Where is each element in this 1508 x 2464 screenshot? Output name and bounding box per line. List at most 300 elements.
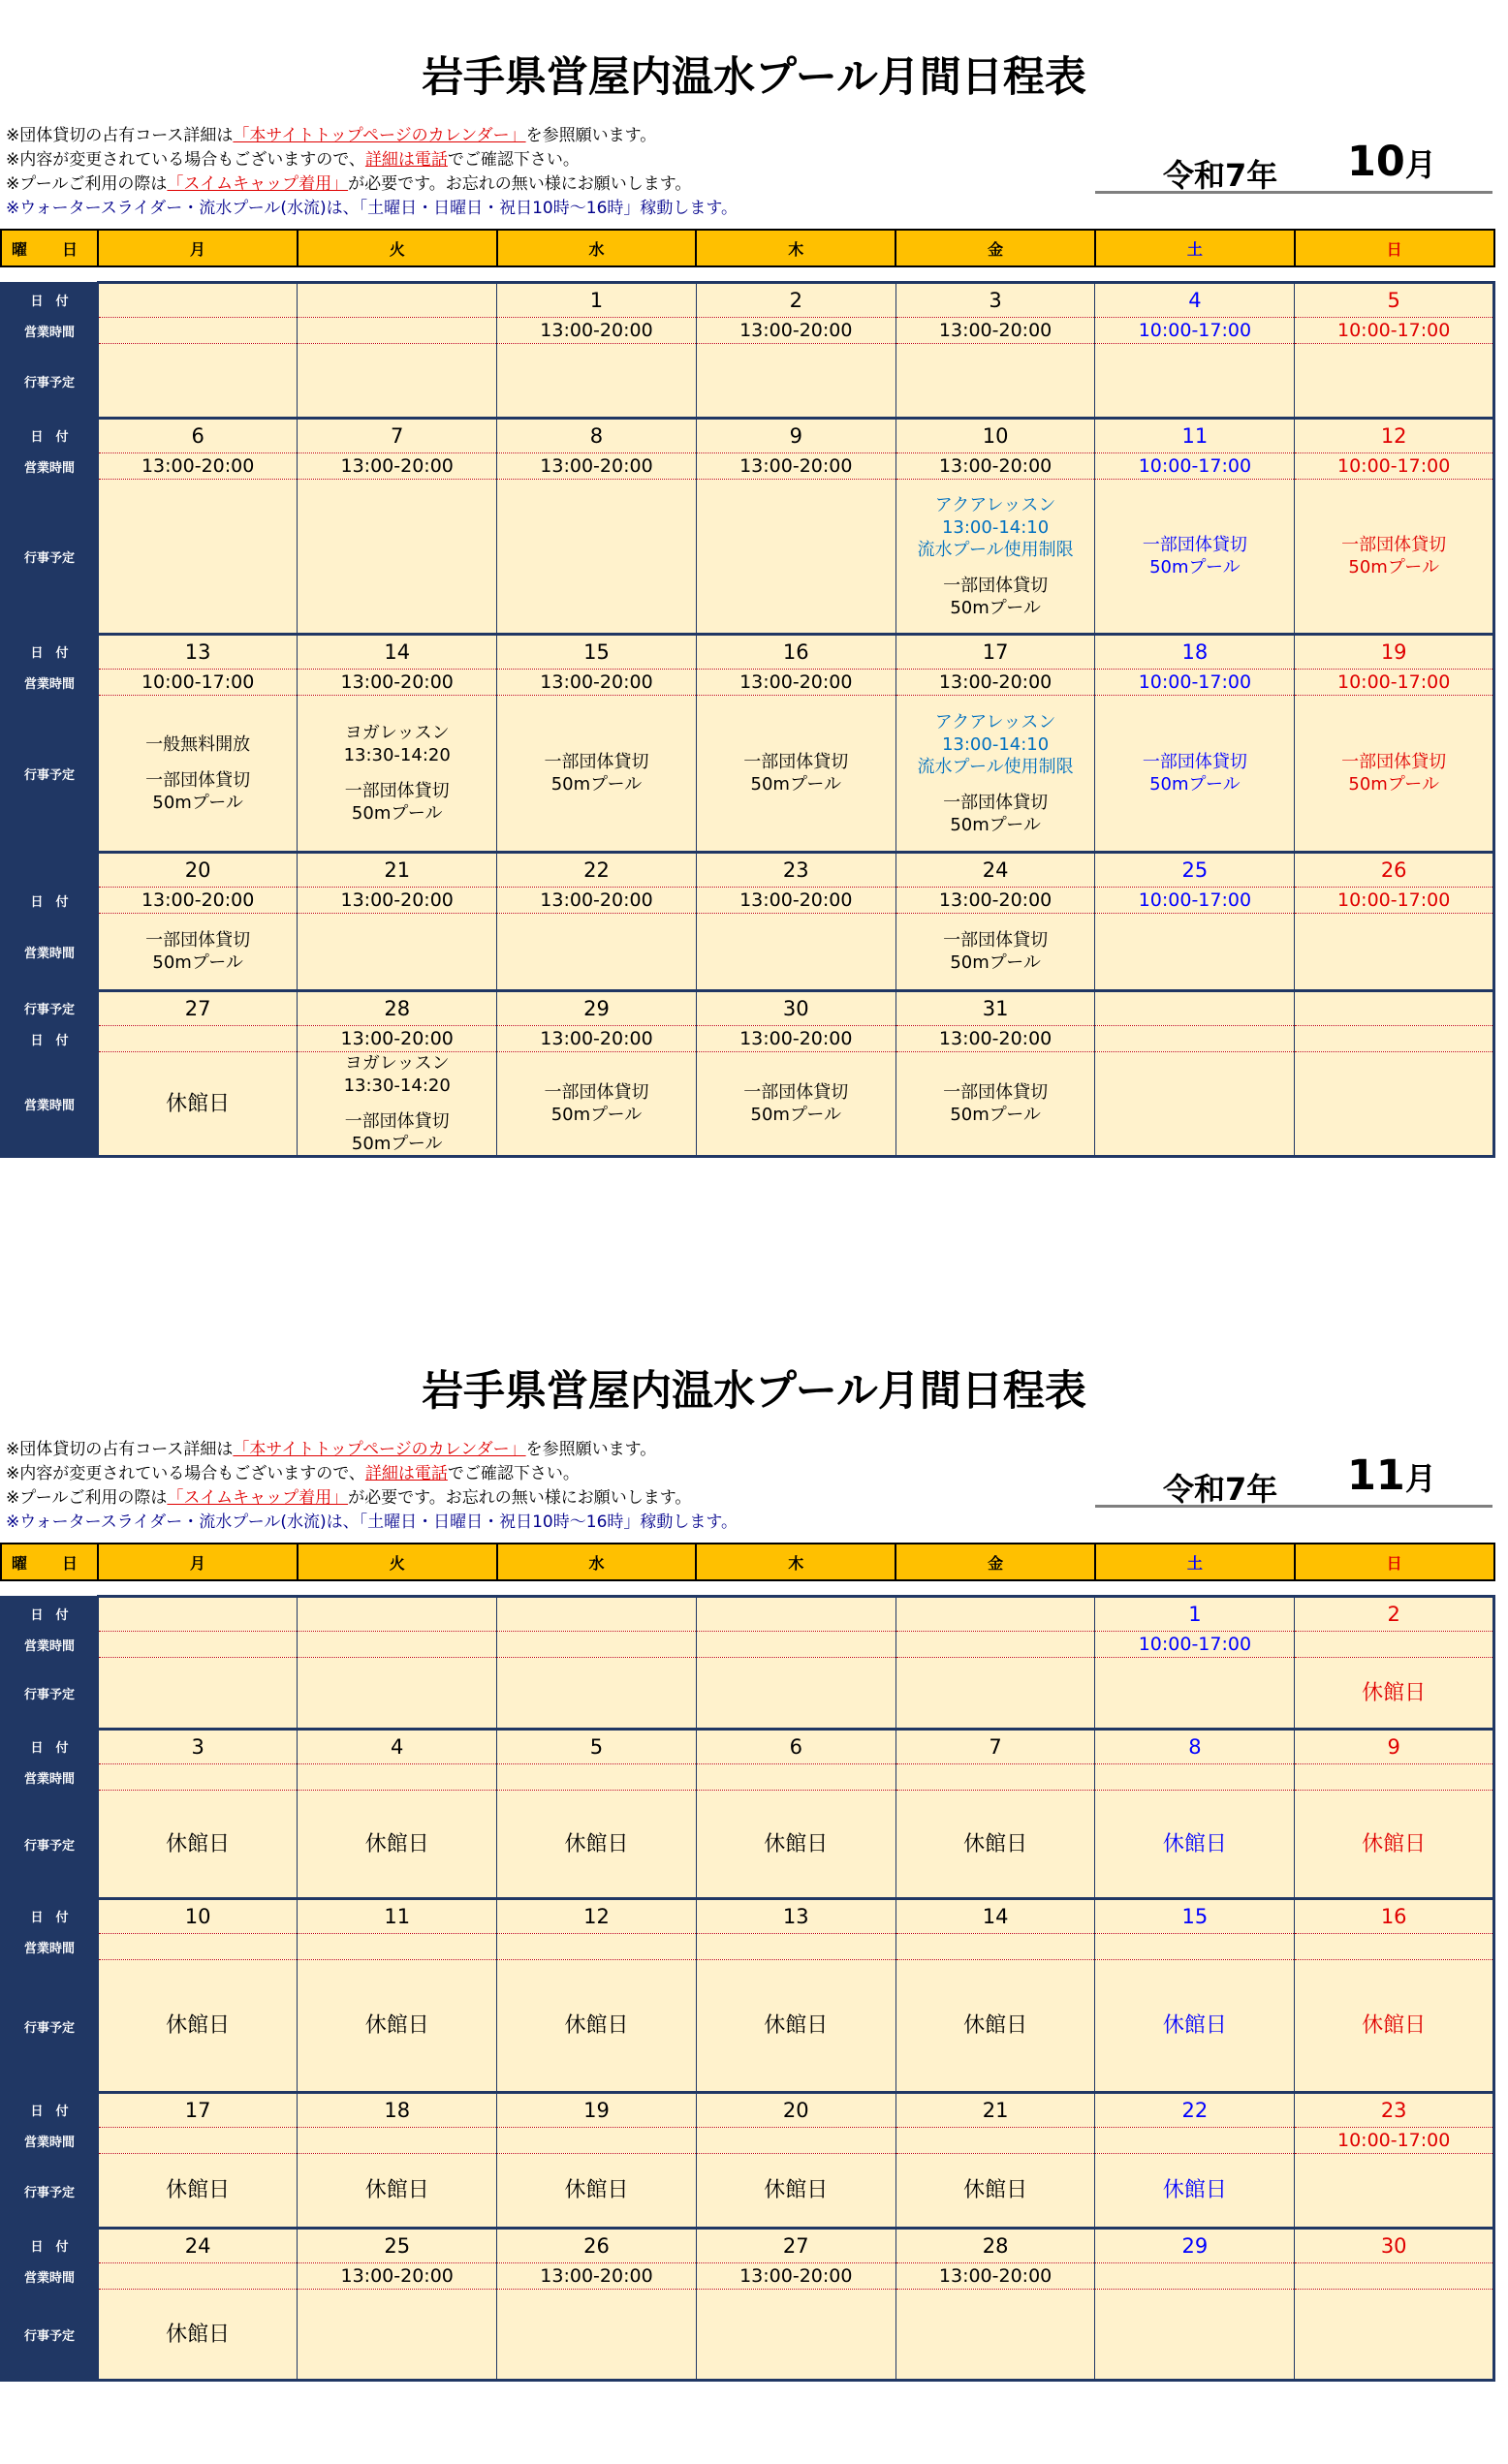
date-number: 13 (184, 639, 211, 664)
date-row (1, 2229, 1494, 2263)
event-line: 一部団体貸切 (1341, 752, 1447, 772)
row-label: 日 付 (1, 283, 98, 318)
date-number: 23 (1380, 2098, 1407, 2122)
hours-cell (98, 1632, 298, 1658)
hours-cell (1095, 888, 1295, 914)
date-number: 9 (1387, 1734, 1400, 1759)
hours-value: 13:00-20:00 (141, 889, 255, 911)
hours-cell (895, 1934, 1095, 1960)
hours-cell (1295, 318, 1494, 344)
hours-cell (98, 453, 298, 480)
weekday-header (1, 230, 1494, 266)
events-row (1, 1052, 1494, 1157)
hours-cell (696, 1764, 895, 1791)
date-number: 17 (982, 639, 1009, 664)
events-cell (895, 2290, 1095, 2381)
events-cell (298, 1791, 497, 1899)
row-label: 日 付 (1, 635, 98, 670)
closed-label: 休館日 (1362, 2013, 1427, 2038)
hours-cell (1095, 1764, 1295, 1791)
hours-cell (497, 1764, 697, 1791)
date-cell (895, 1730, 1095, 1764)
hours-cell (98, 318, 298, 344)
events-row (1, 1658, 1494, 1730)
weekday-1: 火 (298, 1544, 497, 1580)
hours-cell (696, 888, 895, 914)
events-cell (1295, 480, 1494, 635)
date-number: 6 (191, 423, 204, 448)
date-cell (497, 2093, 697, 2128)
weekday-5: 土 (1095, 230, 1295, 266)
hours-value: 13:00-20:00 (340, 671, 454, 693)
note-line (6, 124, 738, 148)
hours-cell (895, 1026, 1095, 1052)
note-text: ※ウォータースライダー・流水プール(水流)は、「土曜日・日曜日・祝日10時～16時」稼動します。 (6, 199, 738, 218)
note-text: でご確認下さい。 (447, 1464, 580, 1483)
date-number: 20 (782, 2098, 809, 2122)
events-cell (895, 1960, 1095, 2093)
weekday-4: 金 (895, 1544, 1095, 1580)
closed-label: 休館日 (166, 2178, 231, 2202)
closed-label: 休館日 (963, 2178, 1028, 2202)
events-cell (1295, 914, 1494, 991)
hours-cell (98, 2128, 298, 2154)
date-cell (497, 1597, 697, 1632)
date-number: 16 (782, 639, 809, 664)
events-cell (98, 1960, 298, 2093)
hours-value: 13:00-20:00 (540, 319, 653, 341)
date-cell (1095, 283, 1295, 318)
row-label: 営業時間 (1, 1632, 98, 1658)
weekday-6: 日 (1295, 230, 1494, 266)
weekday-6: 日 (1295, 1544, 1494, 1580)
event-line: 流水プール使用制限 (917, 756, 1074, 777)
note-text: ※内容が変更されている場合もございますので、 (6, 150, 365, 170)
closed-label: 休館日 (564, 2013, 629, 2038)
row-label: 行事予定 (1, 991, 98, 1026)
hours-row (1, 453, 1494, 480)
closed-label: 休館日 (166, 1091, 231, 1116)
weekday-3: 木 (696, 1544, 895, 1580)
hours-cell (895, 318, 1095, 344)
date-cell (895, 2093, 1095, 2128)
hours-value: 13:00-20:00 (938, 671, 1052, 693)
events-cell (298, 1052, 497, 1157)
event-line: 一部団体貸切 (344, 781, 450, 801)
date-cell (497, 853, 697, 888)
date-number: 14 (384, 639, 411, 664)
closed-label: 休館日 (963, 2013, 1028, 2038)
event-line (896, 561, 1095, 575)
event-line: 一部団体貸切 (943, 1082, 1049, 1103)
date-number: 24 (184, 2233, 211, 2258)
page-title: 岩手県営屋内温水プール月間日程表 (422, 1367, 1086, 1416)
events-cell (98, 2154, 298, 2229)
hours-value: 13:00-20:00 (739, 2264, 853, 2287)
weekday-0: 月 (98, 1544, 298, 1580)
date-number: 10 (184, 1904, 211, 1928)
events-cell (696, 914, 895, 991)
note-link: 「スイムキャップ着用」 (167, 1488, 349, 1508)
date-number: 14 (982, 1904, 1009, 1928)
date-cell (696, 1730, 895, 1764)
hours-cell (696, 1026, 895, 1052)
closed-label: 休館日 (564, 1831, 629, 1856)
event-line (99, 756, 297, 769)
note-text: が必要です。お忘れの無い様にお願いします。 (348, 1488, 692, 1508)
date-cell (1095, 1597, 1295, 1632)
date-cell (1095, 1730, 1295, 1764)
date-row (1, 853, 1494, 888)
row-label: 営業時間 (1, 318, 98, 344)
hours-cell (696, 670, 895, 696)
hours-cell (696, 2263, 895, 2290)
row-label: 日 付 (1, 2229, 98, 2263)
closed-label: 休館日 (764, 2013, 829, 2038)
event-line: 13:00-14:10 (941, 733, 1050, 755)
hours-cell (1095, 453, 1295, 480)
month-label (1347, 1451, 1436, 1500)
date-cell (696, 635, 895, 670)
events-cell (1295, 1791, 1494, 1899)
date-cell (1295, 2093, 1494, 2128)
events-cell (1095, 344, 1295, 419)
closed-label: 休館日 (963, 1831, 1028, 1856)
events-cell (895, 344, 1095, 419)
date-number: 30 (782, 996, 809, 1020)
row-label: 営業時間 (1, 1934, 98, 1960)
events-cell (1095, 914, 1295, 991)
events-row (1, 2290, 1494, 2381)
events-row (1, 480, 1494, 635)
date-cell (298, 2093, 497, 2128)
event-line: 50mプール (550, 774, 643, 795)
event-line: 一部団体貸切 (544, 752, 649, 772)
month-unit: 月 (1404, 146, 1436, 183)
event-line (896, 778, 1095, 792)
hours-value: 13:00-20:00 (141, 454, 255, 477)
row-label: 営業時間 (1, 2128, 98, 2154)
row-label: 行事予定 (1, 2154, 98, 2229)
hours-value: 10:00-17:00 (1138, 319, 1252, 341)
events-row (1, 1960, 1494, 2093)
weekday-header (1, 1544, 1494, 1580)
events-row (1, 1791, 1494, 1899)
events-row (1, 696, 1494, 853)
hours-cell (98, 2263, 298, 2290)
date-cell (98, 991, 298, 1026)
events-cell (497, 2290, 697, 2381)
era-year: 令和7年 (1163, 1471, 1278, 1508)
date-number: 4 (391, 1734, 404, 1759)
hours-cell (298, 888, 497, 914)
note-text: ※内容が変更されている場合もございますので、 (6, 1464, 365, 1483)
hours-cell (1295, 1934, 1494, 1960)
date-number: 17 (184, 2098, 211, 2122)
events-cell (895, 696, 1095, 853)
events-cell (98, 344, 298, 419)
events-cell (1295, 1658, 1494, 1730)
hours-cell (696, 318, 895, 344)
date-cell (1295, 283, 1494, 318)
date-number: 19 (583, 2098, 610, 2122)
date-cell (696, 2093, 895, 2128)
event-line: ヨガレッスン (344, 723, 450, 743)
hours-cell (98, 670, 298, 696)
hours-cell (895, 453, 1095, 480)
row-label: 日 付 (1, 1026, 98, 1052)
row-label: 行事予定 (1, 2290, 98, 2381)
date-cell (696, 2229, 895, 2263)
row-label (1, 853, 98, 888)
hours-cell (1095, 1632, 1295, 1658)
date-cell (298, 991, 497, 1026)
date-cell (696, 1597, 895, 1632)
events-cell (1095, 1960, 1295, 2093)
hours-cell (1295, 888, 1494, 914)
events-cell (497, 2154, 697, 2229)
date-number: 3 (989, 288, 1002, 312)
events-cell (1095, 480, 1295, 635)
hours-cell (1095, 2263, 1295, 2290)
hours-value: 13:00-20:00 (938, 454, 1052, 477)
events-cell (1295, 2290, 1494, 2381)
event-line: 50mプール (950, 814, 1041, 835)
event-line: 50mプール (950, 952, 1041, 973)
row-label: 行事予定 (1, 696, 98, 853)
hours-cell (298, 318, 497, 344)
date-number: 29 (1181, 2233, 1209, 2258)
date-cell (497, 419, 697, 453)
hours-cell (497, 2263, 697, 2290)
date-number: 26 (583, 2233, 610, 2258)
events-cell (696, 1658, 895, 1730)
hours-value: 13:00-20:00 (938, 2264, 1052, 2287)
date-number: 1 (589, 288, 604, 312)
hours-cell (497, 2128, 697, 2154)
date-number: 5 (1387, 288, 1400, 312)
hours-cell (1295, 1632, 1494, 1658)
event-line: 一般無料開放 (145, 733, 251, 755)
events-cell (1295, 696, 1494, 853)
row-label: 日 付 (1, 1730, 98, 1764)
event-line: 50mプール (950, 1105, 1041, 1125)
weekday-2: 水 (497, 230, 697, 266)
hours-value: 10:00-17:00 (1336, 889, 1451, 911)
date-row (1, 283, 1494, 318)
date-cell (1295, 1597, 1494, 1632)
event-line: 50mプール (351, 803, 443, 824)
date-cell (696, 283, 895, 318)
hours-cell (895, 1632, 1095, 1658)
hours-cell (98, 1026, 298, 1052)
events-cell (298, 1960, 497, 2093)
closed-label: 休館日 (166, 2013, 231, 2038)
closed-label: 休館日 (1162, 2178, 1227, 2202)
row-label: 営業時間 (1, 453, 98, 480)
hours-cell (497, 670, 697, 696)
hours-cell (298, 1632, 497, 1658)
event-line: 一部団体貸切 (145, 769, 251, 791)
note-link: 「本サイトトップページのカレンダー」 (233, 126, 526, 145)
hours-cell (1295, 670, 1494, 696)
hours-value: 13:00-20:00 (340, 889, 454, 911)
closed-label: 休館日 (1162, 1831, 1227, 1856)
schedule-table (0, 1543, 1495, 2382)
events-cell (1095, 1658, 1295, 1730)
date-number: 13 (782, 1904, 809, 1928)
hours-value: 13:00-20:00 (340, 454, 454, 477)
note-line (6, 172, 738, 197)
date-number: 1 (1188, 1602, 1202, 1626)
hours-value: 13:00-20:00 (938, 319, 1052, 341)
date-cell (497, 1730, 697, 1764)
events-cell (298, 696, 497, 853)
closed-label: 休館日 (364, 2013, 429, 2038)
row-label: 行事予定 (1, 1791, 98, 1899)
events-cell (895, 914, 1095, 991)
event-line: 50mプール (351, 1134, 443, 1154)
month-indicator (1095, 1451, 1492, 1508)
events-cell (895, 2154, 1095, 2229)
date-cell (1095, 1899, 1295, 1934)
hours-value: 10:00-17:00 (1138, 671, 1252, 693)
hours-row (1, 2263, 1494, 2290)
hours-cell (1295, 2128, 1494, 2154)
schedule-table (0, 229, 1495, 1158)
hours-cell (298, 1764, 497, 1791)
month-indicator (1095, 138, 1492, 194)
hours-row (1, 1764, 1494, 1791)
weekday-header-label: 曜 日 (1, 230, 98, 266)
row-label: 行事予定 (1, 1658, 98, 1730)
hours-cell (895, 888, 1095, 914)
hours-row (1, 670, 1494, 696)
date-number: 6 (789, 1734, 802, 1759)
event-line: 一部団体貸切 (1142, 535, 1247, 555)
date-cell (1295, 635, 1494, 670)
note-link: 「本サイトトップページのカレンダー」 (233, 1440, 526, 1459)
date-row (1, 2093, 1494, 2128)
closed-label: 休館日 (364, 2178, 429, 2202)
date-cell (1095, 853, 1295, 888)
weekday-2: 水 (497, 1544, 697, 1580)
events-cell (1095, 1052, 1295, 1157)
date-number: 28 (384, 996, 411, 1020)
date-number: 30 (1380, 2233, 1407, 2258)
hours-cell (497, 318, 697, 344)
date-cell (98, 1899, 298, 1934)
hours-cell (895, 1764, 1095, 1791)
hours-value: 13:00-20:00 (739, 319, 853, 341)
events-cell (98, 1791, 298, 1899)
hours-cell (298, 2128, 497, 2154)
hours-value: 13:00-20:00 (739, 454, 853, 477)
hours-value: 10:00-17:00 (1336, 319, 1451, 341)
events-cell (1095, 2154, 1295, 2229)
hours-value: 10:00-17:00 (1138, 889, 1252, 911)
closed-label: 休館日 (1362, 1680, 1427, 1705)
events-cell (696, 344, 895, 419)
events-cell (696, 696, 895, 853)
row-label: 日 付 (1, 1899, 98, 1934)
hours-cell (1295, 1026, 1494, 1052)
hours-cell (1095, 1026, 1295, 1052)
date-row (1, 1899, 1494, 1934)
event-line: 50mプール (550, 1105, 643, 1125)
events-row (1, 914, 1494, 991)
hours-value: 13:00-20:00 (739, 671, 853, 693)
weekday-1: 火 (298, 230, 497, 266)
events-cell (1295, 2154, 1494, 2229)
events-cell (696, 1052, 895, 1157)
row-label: 営業時間 (1, 2263, 98, 2290)
event-line: 一部団体貸切 (544, 1082, 649, 1103)
closed-label: 休館日 (1362, 1831, 1427, 1856)
date-cell (895, 1597, 1095, 1632)
closed-label: 休館日 (1162, 2013, 1227, 2038)
note-line (6, 1486, 738, 1511)
hours-value: 13:00-20:00 (938, 1027, 1052, 1049)
hours-value: 13:00-20:00 (340, 2264, 454, 2287)
note-line (6, 1438, 738, 1462)
hours-cell (298, 453, 497, 480)
events-cell (497, 1658, 697, 1730)
date-number: 28 (982, 2233, 1009, 2258)
hours-cell (1295, 2263, 1494, 2290)
events-cell (98, 480, 298, 635)
events-cell (1095, 696, 1295, 853)
events-cell (696, 1791, 895, 1899)
date-cell (696, 853, 895, 888)
date-number: 10 (982, 423, 1009, 448)
event-line: 一部団体貸切 (1341, 535, 1447, 555)
note-text: を参照願います。 (525, 1440, 657, 1459)
hours-cell (696, 1632, 895, 1658)
date-cell (497, 635, 697, 670)
november-schedule (0, 1314, 1508, 2464)
date-cell (1095, 991, 1295, 1026)
date-number: 16 (1380, 1904, 1407, 1928)
hours-cell (1095, 1934, 1295, 1960)
month-number: 10 (1347, 138, 1405, 186)
date-number: 21 (982, 2098, 1009, 2122)
date-cell (298, 635, 497, 670)
date-number: 7 (989, 1734, 1002, 1759)
events-cell (1095, 1791, 1295, 1899)
events-cell (1295, 1960, 1494, 2093)
date-number: 12 (583, 1904, 610, 1928)
event-line: 50mプール (1149, 774, 1241, 795)
date-number: 12 (1380, 423, 1407, 448)
date-cell (1295, 1899, 1494, 1934)
event-line: 流水プール使用制限 (917, 539, 1074, 560)
date-cell (696, 419, 895, 453)
note-link: 詳細は電話 (364, 150, 448, 170)
date-number: 25 (1181, 858, 1209, 882)
closed-label: 休館日 (764, 1831, 829, 1856)
date-cell (1295, 991, 1494, 1026)
events-cell (98, 1052, 298, 1157)
events-cell (1295, 344, 1494, 419)
date-cell (1095, 635, 1295, 670)
events-cell (696, 480, 895, 635)
events-cell (497, 480, 697, 635)
hours-row (1, 1632, 1494, 1658)
hours-cell (1095, 318, 1295, 344)
closed-label: 休館日 (564, 2178, 629, 2202)
hours-row (1, 318, 1494, 344)
